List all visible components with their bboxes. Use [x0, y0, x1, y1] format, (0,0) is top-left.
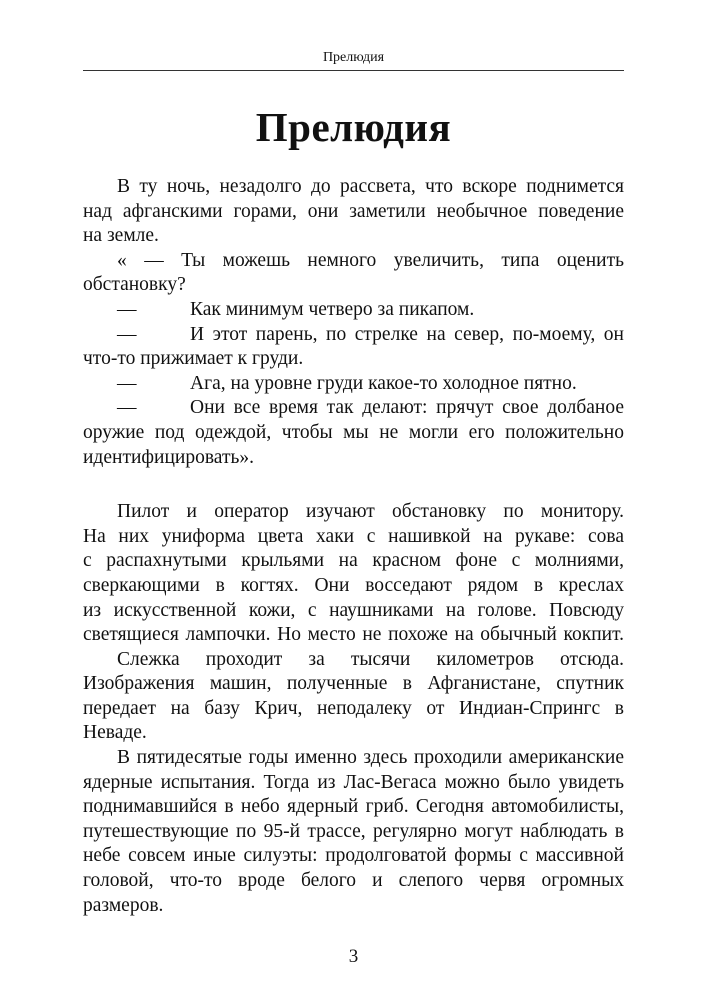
text-line: из искусственной кожи, с наушниками на голове. Повсюду: [83, 599, 624, 621]
text-line: поднимавшийся в небо ядерный гриб. Сегодня автомобилисты,: [83, 796, 624, 818]
dash: —: [117, 298, 137, 320]
text-line: ядерные испытания. Тогда из Лас-Вегаса можно было увидеть: [83, 771, 624, 793]
paragraph: [83, 648, 624, 746]
text-line: Ага, на уровне груди какое-то холодное пятно.: [190, 372, 577, 394]
dash: —: [117, 397, 137, 419]
text-line: что-то прижимает к груди.: [83, 348, 304, 370]
dash: —: [117, 323, 137, 345]
running-head: Прелюдия: [322, 50, 385, 65]
text-line: передает на базу Крич, неподалеку от Индиан-Спрингс в: [83, 697, 624, 719]
text-line: Они все время так делают: прячут свое долбаное: [190, 397, 624, 419]
text-line: И этот парень, по стрелке на север, по-моему, он: [190, 323, 624, 345]
section-gap: [83, 470, 624, 500]
text-line: головой, что-то вроде белого и слепого червя огромных: [83, 870, 624, 892]
text-line: Слежка проходит за тысячи километров отсюда.: [117, 648, 624, 670]
text-line: обстановку?: [83, 274, 186, 296]
dialogue-line: [83, 396, 624, 470]
text-line: небе совсем иные силуэты: продолговатой формы с массивной: [83, 845, 624, 867]
dialogue-line: [83, 323, 624, 372]
chapter-title: Прелюдия: [255, 104, 452, 150]
dash: —: [117, 372, 137, 394]
text-line: В ту ночь, незадолго до рассвета, что вскоре поднимется: [117, 176, 624, 197]
text-line: На них униформа цвета хаки с нашивкой на рукаве: сова: [83, 525, 624, 547]
text-line: Изображения машин, полученные в Афганистане, спутник: [83, 673, 624, 695]
header-rule: [83, 70, 624, 71]
text-line: Пилот и оператор изучают обстановку по монитору.: [117, 501, 624, 523]
text-line: размеров.: [83, 894, 164, 916]
text-line: « — Ты можешь немного увеличить, типа оценить: [117, 249, 624, 271]
text-line: путешествующие по 95-й трассе, регулярно могут наблюдать в: [83, 820, 624, 842]
paragraph: [83, 175, 624, 249]
text-line: светящиеся лампочки. Но место не похоже на обычный кокпит.: [83, 624, 624, 646]
paragraph: [83, 249, 624, 298]
dialogue-line: [83, 372, 624, 397]
paragraph: [83, 746, 624, 918]
text-line: с распахнутыми крыльями на красном фоне с молниями,: [83, 550, 624, 572]
chapter-body: [83, 175, 624, 918]
text-line: оружие под одеждой, чтобы мы не могли его положительно: [83, 421, 624, 443]
text-line: на земле.: [83, 225, 159, 247]
text-line: Как минимум четверо за пикапом.: [190, 298, 475, 320]
text-line: над афганскими горами, они заметили необычное поведение: [83, 200, 624, 222]
dialogue-line: [83, 298, 624, 323]
text-line: идентифицировать».: [83, 446, 254, 468]
text-line: сверкающими в когтях. Они восседают рядом в креслах: [83, 574, 624, 596]
text-line: Неваде.: [83, 722, 147, 744]
page-number: 3: [348, 946, 359, 967]
text-line: В пятидесятые годы именно здесь проходили американские: [117, 747, 624, 769]
paragraph: [83, 500, 624, 648]
